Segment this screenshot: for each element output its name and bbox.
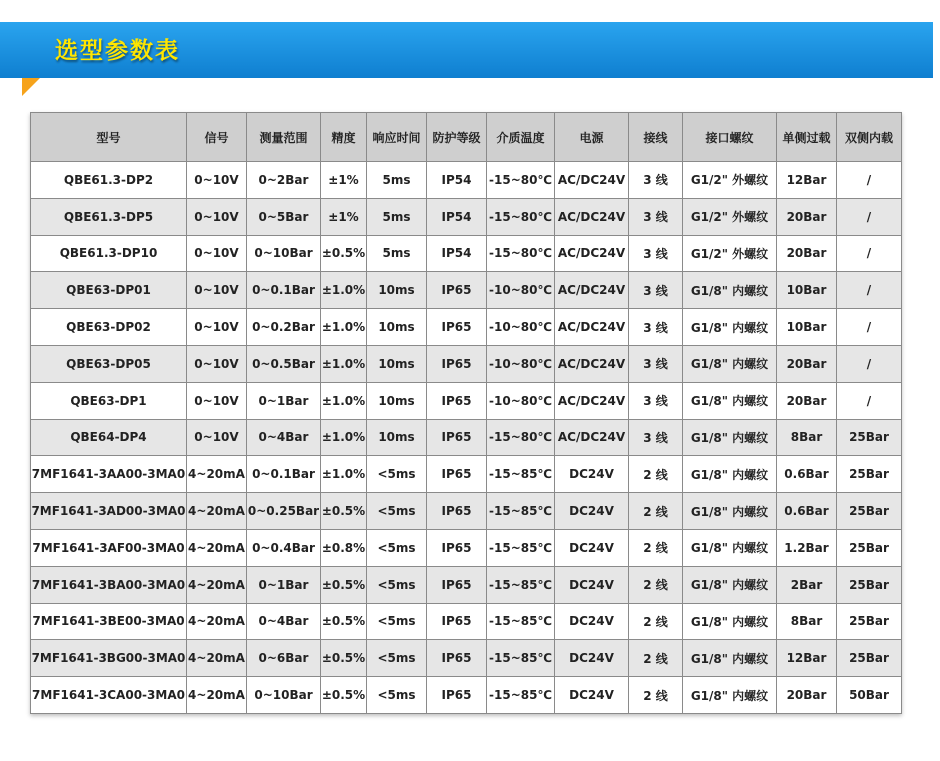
- column-header: 防护等级: [427, 113, 487, 162]
- table-cell: IP65: [427, 603, 487, 640]
- table-cell: -15~80℃: [487, 419, 555, 456]
- column-header: 接线: [629, 113, 683, 162]
- table-cell: 4~20mA: [187, 603, 247, 640]
- table-cell: 20Bar: [777, 345, 837, 382]
- table-cell: 0.6Bar: [777, 493, 837, 530]
- table-cell: 7MF1641-3AA00-3MA0: [31, 456, 187, 493]
- table-cell: 10ms: [367, 272, 427, 309]
- table-cell: 25Bar: [837, 529, 902, 566]
- table-cell: 4~20mA: [187, 677, 247, 714]
- table-row: [31, 529, 902, 566]
- table-cell: 0~10V: [187, 198, 247, 235]
- table-cell: 20Bar: [777, 235, 837, 272]
- table-cell: -15~85℃: [487, 493, 555, 530]
- table-cell: 0~0.2Bar: [247, 309, 321, 346]
- table-cell: 3 线: [629, 345, 683, 382]
- table-cell: 0~0.5Bar: [247, 345, 321, 382]
- table-cell: 4~20mA: [187, 493, 247, 530]
- table-cell: G1/8" 内螺纹: [683, 309, 777, 346]
- column-header: 信号: [187, 113, 247, 162]
- table-cell: 0~6Bar: [247, 640, 321, 677]
- table-cell: IP65: [427, 456, 487, 493]
- table-cell: 3 线: [629, 419, 683, 456]
- table-cell: <5ms: [367, 566, 427, 603]
- table-cell: 0~0.1Bar: [247, 456, 321, 493]
- table-cell: QBE61.3-DP10: [31, 235, 187, 272]
- table-cell: 10ms: [367, 309, 427, 346]
- table-cell: DC24V: [555, 640, 629, 677]
- table-cell: 20Bar: [777, 382, 837, 419]
- column-header: 单侧过载: [777, 113, 837, 162]
- table-cell: AC/DC24V: [555, 235, 629, 272]
- table-cell: /: [837, 198, 902, 235]
- table-cell: ±0.5%: [321, 235, 367, 272]
- table-cell: 4~20mA: [187, 456, 247, 493]
- table-cell: 3 线: [629, 162, 683, 199]
- table-cell: ±1%: [321, 162, 367, 199]
- table-cell: ±0.5%: [321, 603, 367, 640]
- table-cell: 0~10V: [187, 419, 247, 456]
- table-cell: 25Bar: [837, 603, 902, 640]
- table-cell: ±0.8%: [321, 529, 367, 566]
- table-body: [31, 162, 902, 714]
- table-cell: QBE61.3-DP5: [31, 198, 187, 235]
- table-cell: IP65: [427, 566, 487, 603]
- table-cell: ±1.0%: [321, 309, 367, 346]
- table-cell: 7MF1641-3AD00-3MA0: [31, 493, 187, 530]
- table-cell: AC/DC24V: [555, 345, 629, 382]
- table-cell: /: [837, 162, 902, 199]
- column-header: 介质温度: [487, 113, 555, 162]
- table-cell: -15~80℃: [487, 198, 555, 235]
- header-banner: [0, 22, 933, 78]
- table-cell: 0~10V: [187, 272, 247, 309]
- table-cell: AC/DC24V: [555, 382, 629, 419]
- table-cell: 8Bar: [777, 419, 837, 456]
- spec-table: [30, 112, 902, 714]
- table-cell: -15~85℃: [487, 529, 555, 566]
- table-cell: -10~80℃: [487, 272, 555, 309]
- table-cell: 10Bar: [777, 309, 837, 346]
- table-cell: 25Bar: [837, 493, 902, 530]
- table-cell: -15~85℃: [487, 603, 555, 640]
- column-header: 接口螺纹: [683, 113, 777, 162]
- table-cell: 10ms: [367, 345, 427, 382]
- column-header: 电源: [555, 113, 629, 162]
- table-cell: QBE63-DP05: [31, 345, 187, 382]
- table-row: [31, 566, 902, 603]
- table-cell: 2 线: [629, 566, 683, 603]
- table-cell: 5ms: [367, 162, 427, 199]
- table-cell: 2 线: [629, 456, 683, 493]
- table-cell: 2 线: [629, 529, 683, 566]
- table-cell: DC24V: [555, 529, 629, 566]
- table-cell: 0~1Bar: [247, 382, 321, 419]
- table-cell: 2 线: [629, 493, 683, 530]
- table-cell: AC/DC24V: [555, 198, 629, 235]
- table-cell: IP65: [427, 493, 487, 530]
- table-cell: 2Bar: [777, 566, 837, 603]
- table-cell: AC/DC24V: [555, 272, 629, 309]
- table-cell: ±1.0%: [321, 382, 367, 419]
- table-cell: IP54: [427, 235, 487, 272]
- table-cell: 0~2Bar: [247, 162, 321, 199]
- table-cell: -10~80℃: [487, 382, 555, 419]
- column-header: 测量范围: [247, 113, 321, 162]
- table-cell: 4~20mA: [187, 640, 247, 677]
- table-cell: <5ms: [367, 529, 427, 566]
- table-row: [31, 640, 902, 677]
- table-cell: ±0.5%: [321, 640, 367, 677]
- table-cell: 7MF1641-3BG00-3MA0: [31, 640, 187, 677]
- table-cell: 0~10V: [187, 382, 247, 419]
- table-cell: QBE63-DP01: [31, 272, 187, 309]
- table-cell: 7MF1641-3AF00-3MA0: [31, 529, 187, 566]
- table-cell: 0~10V: [187, 345, 247, 382]
- table-cell: IP65: [427, 272, 487, 309]
- table-row: [31, 345, 902, 382]
- table-cell: 3 线: [629, 382, 683, 419]
- table-cell: ±1.0%: [321, 419, 367, 456]
- table-cell: <5ms: [367, 640, 427, 677]
- table-cell: -15~85℃: [487, 456, 555, 493]
- table-row: [31, 419, 902, 456]
- table-cell: G1/8" 内螺纹: [683, 419, 777, 456]
- table-cell: 10ms: [367, 382, 427, 419]
- table-cell: AC/DC24V: [555, 419, 629, 456]
- table-cell: 7MF1641-3BE00-3MA0: [31, 603, 187, 640]
- table-cell: 20Bar: [777, 677, 837, 714]
- table-cell: <5ms: [367, 677, 427, 714]
- table-cell: G1/8" 内螺纹: [683, 272, 777, 309]
- corner-fold-shape: [22, 78, 40, 96]
- table-row: [31, 456, 902, 493]
- table-cell: 0~5Bar: [247, 198, 321, 235]
- table-row: [31, 677, 902, 714]
- table-cell: <5ms: [367, 603, 427, 640]
- table-cell: G1/2" 外螺纹: [683, 198, 777, 235]
- table-cell: G1/2" 外螺纹: [683, 162, 777, 199]
- table-cell: 20Bar: [777, 198, 837, 235]
- table-cell: 3 线: [629, 235, 683, 272]
- table-cell: 10ms: [367, 419, 427, 456]
- column-header: 精度: [321, 113, 367, 162]
- table-cell: /: [837, 272, 902, 309]
- table-cell: G1/8" 内螺纹: [683, 345, 777, 382]
- table-cell: 2 线: [629, 640, 683, 677]
- table-cell: QBE64-DP4: [31, 419, 187, 456]
- table-cell: /: [837, 345, 902, 382]
- table-cell: QBE63-DP02: [31, 309, 187, 346]
- table-cell: 0~4Bar: [247, 419, 321, 456]
- column-header: 型号: [31, 113, 187, 162]
- table-row: [31, 493, 902, 530]
- table-cell: 25Bar: [837, 566, 902, 603]
- table-cell: G1/8" 内螺纹: [683, 640, 777, 677]
- table-cell: -15~85℃: [487, 677, 555, 714]
- table-cell: DC24V: [555, 493, 629, 530]
- table-cell: ±1%: [321, 198, 367, 235]
- table-cell: DC24V: [555, 677, 629, 714]
- table-cell: 3 线: [629, 272, 683, 309]
- table-cell: 4~20mA: [187, 529, 247, 566]
- table-cell: G1/2" 外螺纹: [683, 235, 777, 272]
- table-cell: 2 线: [629, 677, 683, 714]
- table-cell: AC/DC24V: [555, 309, 629, 346]
- table-cell: 3 线: [629, 309, 683, 346]
- table-cell: 0~0.4Bar: [247, 529, 321, 566]
- table-cell: 0.6Bar: [777, 456, 837, 493]
- table-cell: IP65: [427, 640, 487, 677]
- table-row: [31, 603, 902, 640]
- table-cell: 7MF1641-3CA00-3MA0: [31, 677, 187, 714]
- table-cell: G1/8" 内螺纹: [683, 382, 777, 419]
- table-row: [31, 309, 902, 346]
- table-row: [31, 272, 902, 309]
- table-cell: ±1.0%: [321, 345, 367, 382]
- table-cell: 2 线: [629, 603, 683, 640]
- table-cell: QBE63-DP1: [31, 382, 187, 419]
- table-header-row: [31, 113, 902, 162]
- table-cell: /: [837, 235, 902, 272]
- table-cell: G1/8" 内螺纹: [683, 603, 777, 640]
- table-cell: ±0.5%: [321, 677, 367, 714]
- table-cell: G1/8" 内螺纹: [683, 529, 777, 566]
- table-cell: G1/8" 内螺纹: [683, 493, 777, 530]
- table-cell: 12Bar: [777, 640, 837, 677]
- table-cell: 50Bar: [837, 677, 902, 714]
- table-row: [31, 198, 902, 235]
- table-cell: 0~4Bar: [247, 603, 321, 640]
- table-cell: DC24V: [555, 603, 629, 640]
- table-cell: DC24V: [555, 456, 629, 493]
- table-cell: 3 线: [629, 198, 683, 235]
- table-cell: IP54: [427, 198, 487, 235]
- table-cell: 5ms: [367, 198, 427, 235]
- table-cell: QBE61.3-DP2: [31, 162, 187, 199]
- table-cell: IP54: [427, 162, 487, 199]
- table-cell: <5ms: [367, 493, 427, 530]
- table-cell: 0~10V: [187, 235, 247, 272]
- table-cell: 0~0.1Bar: [247, 272, 321, 309]
- table-cell: 0~0.25Bar: [247, 493, 321, 530]
- table-cell: 25Bar: [837, 419, 902, 456]
- table-row: [31, 382, 902, 419]
- table-cell: IP65: [427, 345, 487, 382]
- table-cell: 0~10V: [187, 162, 247, 199]
- table-cell: ±1.0%: [321, 272, 367, 309]
- table-cell: ±1.0%: [321, 456, 367, 493]
- table-cell: 0~1Bar: [247, 566, 321, 603]
- table-cell: G1/8" 内螺纹: [683, 456, 777, 493]
- table-row: [31, 235, 902, 272]
- table-cell: -15~80℃: [487, 162, 555, 199]
- table-cell: /: [837, 382, 902, 419]
- table-cell: 8Bar: [777, 603, 837, 640]
- column-header: 响应时间: [367, 113, 427, 162]
- table-cell: DC24V: [555, 566, 629, 603]
- table-cell: IP65: [427, 529, 487, 566]
- table-cell: 0~10Bar: [247, 235, 321, 272]
- table-row: [31, 162, 902, 199]
- table-cell: -15~85℃: [487, 566, 555, 603]
- table-cell: 0~10Bar: [247, 677, 321, 714]
- table-cell: ±0.5%: [321, 566, 367, 603]
- table-cell: 25Bar: [837, 640, 902, 677]
- table-cell: -15~80℃: [487, 235, 555, 272]
- table-cell: AC/DC24V: [555, 162, 629, 199]
- table-cell: IP65: [427, 309, 487, 346]
- table-cell: IP65: [427, 419, 487, 456]
- page-title: 选型参数表: [55, 38, 180, 64]
- table-cell: 12Bar: [777, 162, 837, 199]
- table-cell: 10Bar: [777, 272, 837, 309]
- table-cell: <5ms: [367, 456, 427, 493]
- table-cell: ±0.5%: [321, 493, 367, 530]
- table-cell: 5ms: [367, 235, 427, 272]
- table-cell: 4~20mA: [187, 566, 247, 603]
- table-cell: -15~85℃: [487, 640, 555, 677]
- table-cell: 7MF1641-3BA00-3MA0: [31, 566, 187, 603]
- table-cell: IP65: [427, 677, 487, 714]
- column-header: 双侧内载: [837, 113, 902, 162]
- table-cell: /: [837, 309, 902, 346]
- table-cell: G1/8" 内螺纹: [683, 677, 777, 714]
- table-cell: -10~80℃: [487, 309, 555, 346]
- table-cell: G1/8" 内螺纹: [683, 566, 777, 603]
- table-cell: IP65: [427, 382, 487, 419]
- table-cell: 0~10V: [187, 309, 247, 346]
- table-cell: 1.2Bar: [777, 529, 837, 566]
- table-cell: 25Bar: [837, 456, 902, 493]
- table-cell: -10~80℃: [487, 345, 555, 382]
